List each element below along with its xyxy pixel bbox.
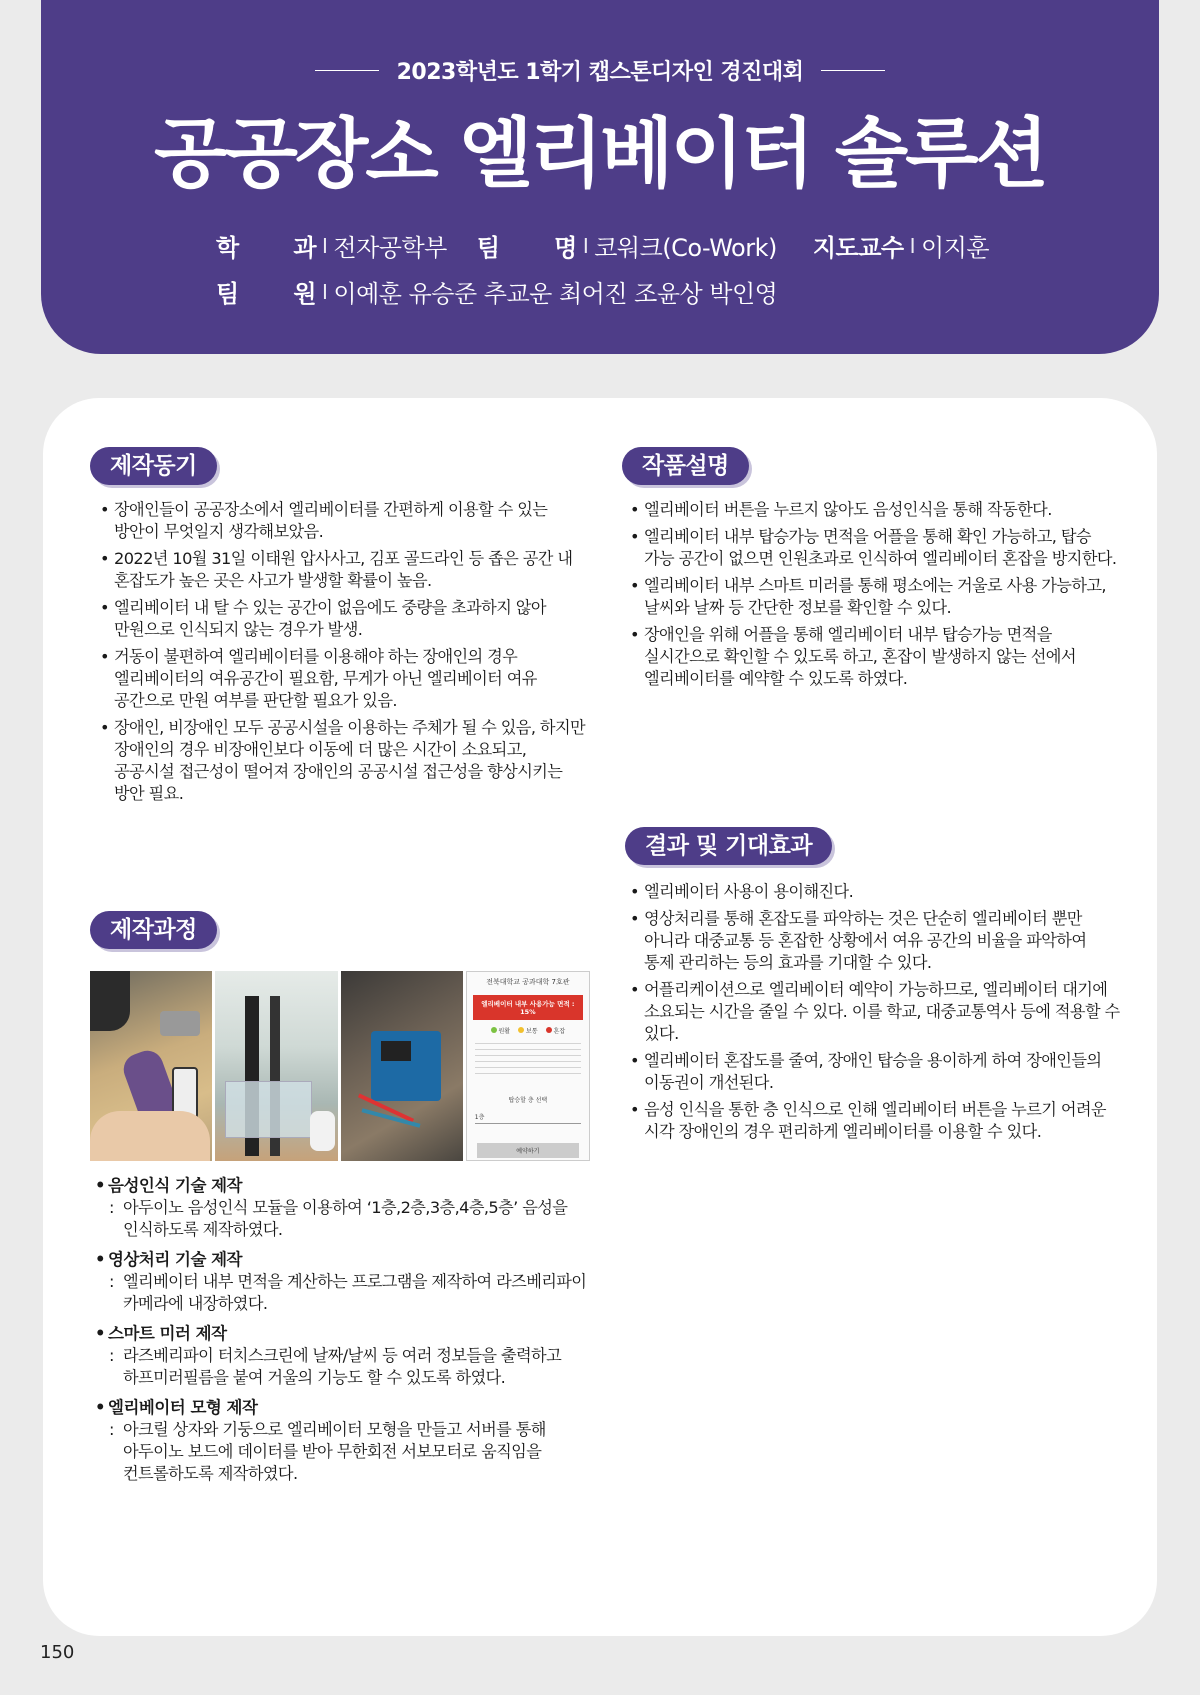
contest-line — [41, 55, 1159, 86]
advisor-label: 지도교수 — [812, 234, 904, 262]
dept-value: 전자공학부 — [333, 234, 447, 262]
list-item: • 장애인들이 공공장소에서 엘리베이터를 간편하게 이용할 수 있는 방안이 무엇일지 생각해보았음. — [98, 499, 590, 543]
app-notes-lines — [475, 1043, 581, 1077]
process-item — [94, 1175, 594, 1241]
process-item-desc: : 아두이노 음성인식 모듈을 이용하여 ‘1층,2층,3층,4층,5층’ 음성을 인식하도록 제작하였다. — [94, 1197, 594, 1241]
info-row-dept-team — [216, 228, 989, 263]
list-item: • 엘리베이터 혼잡도를 줄여, 장애인 탑승을 용이하게 하여 장애인들의 이동권이 개선된다. — [628, 1050, 1120, 1094]
process-item-title: • 엘리베이터 모형 제작 — [94, 1397, 594, 1419]
members-value: 이예훈 유승준 추교운 최어진 조윤상 박인영 — [333, 280, 778, 308]
results-list — [628, 881, 1120, 1148]
section-title-process: 제작과정 — [90, 911, 217, 949]
list-item: • 2022년 10월 31일 이태원 압사사고, 김포 골드라인 등 좁은 공간 내 혼잡도가 높은 곳은 사고가 발생할 확률이 높음. — [98, 548, 590, 592]
section-title-description: 작품설명 — [622, 447, 749, 485]
list-item: • 어플리케이션으로 엘리베이터 예약이 가능하므로, 엘리베이터 대기에 소요되는 시간을 줄일 수 있다. 이를 학교, 대중교통역사 등에 적용할 수 있다. — [628, 979, 1120, 1045]
list-item: • 장애인을 위해 어플을 통해 엘리베이터 내부 탑승가능 면적을 실시간으로 확인할 수 있도록 하고, 혼잡이 발생하지 않는 선에서 엘리베이터를 예약할 수 있도록 하였다. — [628, 624, 1120, 690]
advisor-value: 이지훈 — [921, 234, 990, 262]
right-rule — [821, 70, 885, 72]
process-item — [94, 1323, 594, 1389]
left-rule — [315, 70, 379, 72]
list-item: • 영상처리를 통해 혼잡도를 파악하는 것은 단순히 엘리베이터 뿐만 아니라 대중교통 등 혼잡한 상황에서 여유 공간의 비율을 파악하여 통제 관리하는 등의 효과를 기대할 수 있다. — [628, 908, 1120, 974]
legend-dot — [546, 1027, 552, 1033]
description-list — [628, 499, 1120, 695]
legend-dot — [491, 1027, 497, 1033]
floor-select-label: 탑승할 층 선택 — [508, 1097, 548, 1104]
project-title: 공공장소 엘리베이터 솔루션 — [154, 109, 1046, 198]
process-item-desc: : 엘리베이터 내부 면적을 계산하는 프로그램을 제작하여 라즈베리파이 카메라에 내장하였다. — [94, 1271, 594, 1315]
process-item-title: • 스마트 미러 제작 — [94, 1323, 594, 1345]
separator: I — [582, 233, 589, 258]
app-screenshot — [466, 971, 590, 1161]
section-title-results: 결과 및 기대효과 — [625, 827, 832, 865]
section-title-motivation: 제작동기 — [90, 447, 217, 485]
list-item: • 거동이 불편하여 엘리베이터를 이용해야 하는 장애인의 경우 엘리베이터의 여유공간이 필요함, 무게가 아닌 엘리베이터 여유 공간으로 만원 여부를 판단할 필요가 있음. — [98, 646, 590, 712]
team-value: 코워크(Co-Work) — [594, 234, 777, 262]
process-item-desc: : 라즈베리파이 터치스크린에 날짜/날씨 등 여러 정보들을 출력하고 하프미러필름을 붙여 거울의 기능도 할 수 있도록 하였다. — [94, 1345, 594, 1389]
separator: I — [322, 233, 328, 258]
legend-label: 혼잡 — [553, 1028, 566, 1035]
contest-name: 2023학년도 1학기 캡스톤디자인 경진대회 — [396, 60, 804, 85]
photo-arduino-board — [341, 971, 463, 1161]
process-item-desc: : 아크릴 상자와 기둥으로 엘리베이터 모형을 만들고 서버를 통해 아두이노 보드에 데이터를 받아 무한회전 서보모터로 움직임을 컨트롤하도록 제작하였다. — [94, 1419, 594, 1485]
legend-label: 원활 — [498, 1028, 511, 1035]
process-item — [94, 1249, 594, 1315]
list-item: • 엘리베이터 내부 탑승가능 면적을 어플을 통해 확인 가능하고, 탑승 가능 공간이 없으면 인원초과로 인식하여 엘리베이터 혼잡을 방지한다. — [628, 526, 1120, 570]
page-number: 150 — [40, 1642, 75, 1663]
process-list — [94, 1175, 594, 1493]
separator: I — [322, 279, 328, 304]
legend-dot — [518, 1027, 524, 1033]
floor-select: 1층 — [475, 1112, 581, 1124]
dept-label: 학 과 — [216, 234, 316, 262]
list-item: • 장애인, 비장애인 모두 공공시설을 이용하는 주체가 될 수 있음, 하지만 장애인의 경우 비장애인보다 이동에 더 많은 시간이 소요되고, 공공시설 접근성이 떨어져 장애인의 공공시설 접근성을 향상시키는 방안 필요. — [98, 717, 590, 805]
list-item: • 엘리베이터 사용이 용이해진다. — [628, 881, 1120, 903]
separator: I — [909, 233, 916, 258]
app-banner: 엘리베이터 내부 사용가능 면적 : 15% — [473, 995, 583, 1020]
list-item: • 엘리베이터 버튼을 누르지 않아도 음성인식을 통해 작동한다. — [628, 499, 1120, 521]
info-row-members — [216, 274, 777, 309]
list-item: • 엘리베이터 내 탈 수 있는 공간이 없음에도 중량을 초과하지 않아 만원으로 인식되지 않는 경우가 발생. — [98, 597, 590, 641]
photo-strip — [90, 971, 590, 1161]
team-label: 팀 명 — [476, 234, 577, 262]
motivation-list — [98, 499, 590, 810]
process-item-title: • 영상처리 기술 제작 — [94, 1249, 594, 1271]
process-item — [94, 1397, 594, 1485]
reserve-button: 예약하기 — [477, 1143, 579, 1158]
app-legend — [467, 1026, 589, 1035]
header-banner — [41, 0, 1159, 354]
members-label: 팀 원 — [216, 280, 316, 308]
photo-hand-with-phone — [90, 971, 212, 1161]
process-item-title: • 음성인식 기술 제작 — [94, 1175, 594, 1197]
list-item: • 음성 인식을 통한 층 인식으로 인해 엘리베이터 버튼을 누르기 어려운 시각 장애인의 경우 편리하게 엘리베이터를 이용할 수 있다. — [628, 1099, 1120, 1143]
photo-elevator-model — [215, 971, 337, 1161]
app-header: 전북대학교 공과대학 7호관 — [486, 978, 570, 986]
list-item: • 엘리베이터 내부 스마트 미러를 통해 평소에는 거울로 사용 가능하고, 날씨와 날짜 등 간단한 정보를 확인할 수 있다. — [628, 575, 1120, 619]
legend-label: 보통 — [526, 1028, 538, 1035]
